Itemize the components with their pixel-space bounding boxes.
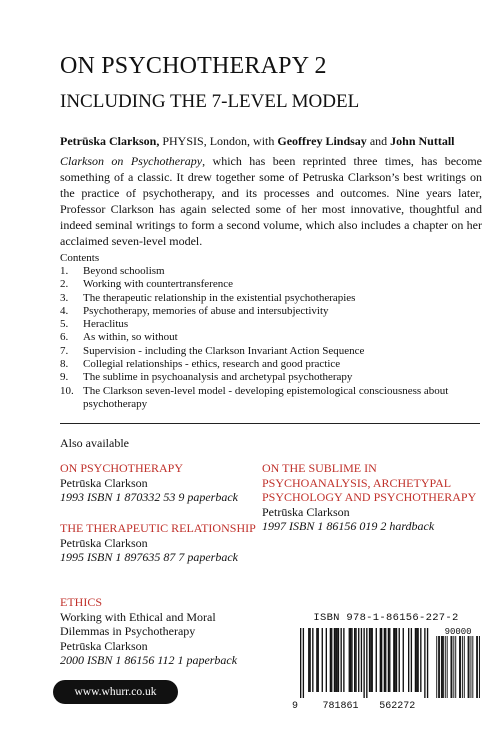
barcode-addon-bar — [477, 636, 478, 698]
barcode-bar — [334, 628, 335, 692]
barcode-bar — [416, 628, 417, 692]
barcode-bar — [358, 628, 359, 692]
barcode-bar — [312, 628, 313, 692]
contents-item — [60, 331, 480, 344]
contents-heading: Contents — [60, 252, 100, 264]
contents-item-text: Working with countertransference — [83, 278, 233, 291]
barcode-bar — [330, 628, 331, 692]
barcode-bar — [420, 628, 421, 692]
blurb-paragraph — [60, 153, 482, 249]
contents-item — [60, 318, 480, 331]
barcode-bar — [341, 628, 342, 692]
contents-list — [60, 265, 480, 411]
related-book-details: 1995 ISBN 1 897635 87 7 paperback — [60, 550, 238, 564]
isbn-barcode — [292, 612, 480, 712]
barcode-bar — [308, 628, 309, 692]
contents-item — [60, 265, 480, 278]
contents-item-number: 6. — [60, 331, 69, 344]
barcode-addon-digits: 90000 — [444, 627, 472, 637]
barcode-bar — [389, 628, 390, 692]
barcode-addon-bar — [451, 636, 452, 698]
author-1: Petrūska Clarkson, — [60, 134, 160, 148]
barcode-bar — [300, 628, 301, 698]
barcode-graphic — [292, 626, 480, 712]
barcode-bar — [335, 628, 336, 692]
contents-item-text: Psychotherapy, memories of abuse and intersubjectivity — [83, 304, 329, 317]
barcode-bar — [331, 628, 332, 692]
barcode-bar — [424, 628, 425, 698]
contents-item-text: Collegial relationships - ethics, research and good practice — [83, 358, 341, 371]
contents-item-text: The sublime in psychoanalysis and archetypal psychotherapy — [83, 371, 353, 384]
barcode-bar — [318, 628, 319, 692]
barcode-addon-bar — [472, 636, 473, 698]
barcode-addon-bar — [447, 636, 448, 698]
related-book-title: ON PSYCHOTHERAPY — [60, 461, 184, 475]
related-book-title: ON THE SUBLIME IN PSYCHOANALYSIS, ARCHETYPAL PSYCHOLOGY AND PSYCHOTHERAPY — [262, 461, 477, 504]
barcode-bar — [316, 628, 317, 692]
barcode-bar — [350, 628, 351, 692]
barcode-addon-bar — [438, 636, 439, 698]
contents-item — [60, 292, 480, 305]
blurb-text: , which has been reprinted three times, has become something of a classic. It drew together some of Petruska Clarkson’s best writings on the practice of psychotherapy, and its processes and outcomes. Nine years later, Professor Clarkson has again selected some of her most innovative, thoughtful and indeed seminal writings to form a second volume, which also includes a chapter on her acclaimed seven-level model. — [60, 154, 483, 248]
barcode-addon-bar — [436, 636, 437, 698]
website-badge[interactable]: www.whurr.co.uk — [53, 680, 178, 704]
related-book-author: Petrūska Clarkson — [60, 475, 148, 490]
barcode-bar — [417, 628, 418, 692]
barcode-addon-bar — [476, 636, 477, 698]
barcode-bar — [399, 628, 400, 692]
related-book-details: 1997 ISBN 1 86156 019 2 hardback — [262, 519, 435, 533]
barcode-bar — [349, 628, 350, 692]
related-book-on-psychotherapy — [60, 461, 260, 505]
barcode-bar — [403, 628, 404, 692]
author-2: Geoffrey Lindsay — [277, 134, 367, 148]
barcode-addon-bar — [441, 636, 442, 698]
barcode-bar — [363, 628, 364, 698]
contents-item-text: The Clarkson seven-level model - developing epistemological consciousness about psychotherapy — [83, 384, 449, 410]
barcode-bar — [338, 628, 339, 692]
barcode-addon-bar — [443, 636, 444, 698]
barcode-addon-bar — [445, 636, 446, 698]
barcode-bar — [355, 628, 356, 692]
contents-item — [60, 278, 480, 291]
barcode-bar — [372, 628, 373, 692]
related-book-author: Petrūska Clarkson — [262, 504, 350, 519]
barcode-addon-bar — [451, 636, 452, 698]
barcode-bar — [376, 628, 377, 692]
barcode-addon-bar — [460, 636, 461, 698]
related-book-details: 1993 ISBN 1 870332 53 9 paperback — [60, 490, 238, 504]
barcode-bar — [396, 628, 397, 692]
barcode-addon-bar — [439, 636, 440, 698]
barcode-bar — [354, 628, 355, 692]
barcode-bar — [369, 628, 370, 692]
barcode-bar — [322, 628, 323, 692]
barcode-bar — [395, 628, 396, 692]
barcode-bar — [385, 628, 386, 692]
barcode-bar — [361, 628, 362, 692]
barcode-bar — [411, 628, 412, 692]
author-3: John Nuttall — [390, 134, 455, 148]
contents-item — [60, 305, 480, 318]
contents-item — [60, 358, 480, 371]
contents-item-number: 4. — [60, 304, 69, 317]
barcode-bar — [408, 628, 409, 692]
contents-item-number: 1. — [60, 265, 69, 277]
isbn-label: ISBN 978-1-86156-227-2 — [313, 612, 459, 624]
barcode-bar — [384, 628, 385, 692]
barcode-bar — [415, 628, 416, 692]
contents-item-number: 5. — [60, 318, 69, 331]
barcode-first-digit: 9 — [292, 701, 299, 712]
related-book-author: Petrūska Clarkson — [60, 535, 148, 550]
barcode-addon-bar — [469, 636, 470, 698]
author-conjunction: and — [366, 134, 391, 148]
contents-item — [60, 385, 480, 412]
contents-item-number: 7. — [60, 344, 69, 357]
barcode-addon-bar — [479, 636, 480, 698]
barcode-addon-bar — [442, 636, 443, 698]
related-book-details: 2000 ISBN 1 86156 112 1 paperback — [60, 653, 238, 667]
barcode-bar — [343, 628, 344, 692]
barcode-bar — [370, 628, 371, 692]
related-book-ethics — [60, 595, 260, 668]
contents-item-number: 9. — [60, 371, 69, 384]
barcode-bar — [381, 628, 382, 692]
contents-item-number: 8. — [60, 358, 69, 371]
blurb-book-name: Clarkson on Psychotherapy — [60, 154, 203, 168]
book-title: ON PSYCHOTHERAPY 2 — [60, 53, 327, 79]
contents-item-text: Beyond schoolism — [83, 265, 165, 277]
barcode-bar — [366, 628, 367, 698]
barcode-addon-bar — [455, 636, 456, 698]
related-book-sublime — [262, 461, 487, 534]
barcode-right-digits: 562272 — [379, 701, 416, 712]
contents-item-text: Supervision - including the Clarkson Invariant Action Sequence — [83, 344, 365, 357]
related-book-title: THE THERAPEUTIC RELATIONSHIP — [60, 521, 256, 535]
contents-item-text: The therapeutic relationship in the existential psychotherapies — [83, 291, 356, 304]
contents-item — [60, 345, 480, 358]
barcode-addon-bar — [453, 636, 454, 698]
barcode-addon-bar — [468, 636, 469, 698]
barcode-left-digits: 781861 — [322, 701, 359, 712]
related-book-author: Petrūska Clarkson — [60, 638, 148, 653]
barcode-bar — [380, 628, 381, 692]
contents-item — [60, 371, 480, 384]
contents-item-text: As within, so without — [83, 331, 178, 344]
barcode-bar — [351, 628, 352, 692]
related-book-subtitle: Working with Ethical and Moral Dilemmas in Psychotherapy — [60, 609, 216, 638]
contents-item-number: 2. — [60, 278, 69, 291]
barcode-bar — [388, 628, 389, 692]
book-subtitle: INCLUDING THE 7-LEVEL MODEL — [60, 91, 360, 112]
contents-item-text: Heraclitus — [83, 318, 129, 331]
contents-item-number: 3. — [60, 291, 69, 304]
author-line — [60, 133, 480, 149]
section-divider — [60, 423, 480, 424]
barcode-bar — [336, 628, 337, 692]
related-book-title: ETHICS — [60, 595, 102, 609]
contents-item-number: 10. — [60, 384, 74, 397]
related-book-therapeutic-relationship — [60, 521, 260, 565]
author-affiliation: PHYSIS, London, with — [159, 134, 278, 148]
barcode-bar — [393, 628, 394, 692]
barcode-bar — [309, 628, 310, 692]
barcode-bar — [427, 628, 428, 698]
barcode-bar — [326, 628, 327, 692]
also-available-heading: Also available — [60, 436, 129, 450]
barcode-addon-bar — [464, 636, 465, 698]
barcode-addon-bar — [470, 636, 471, 698]
barcode-bar — [303, 628, 304, 698]
barcode-addon-bar — [459, 636, 460, 698]
barcode-addon-bar — [462, 636, 463, 698]
